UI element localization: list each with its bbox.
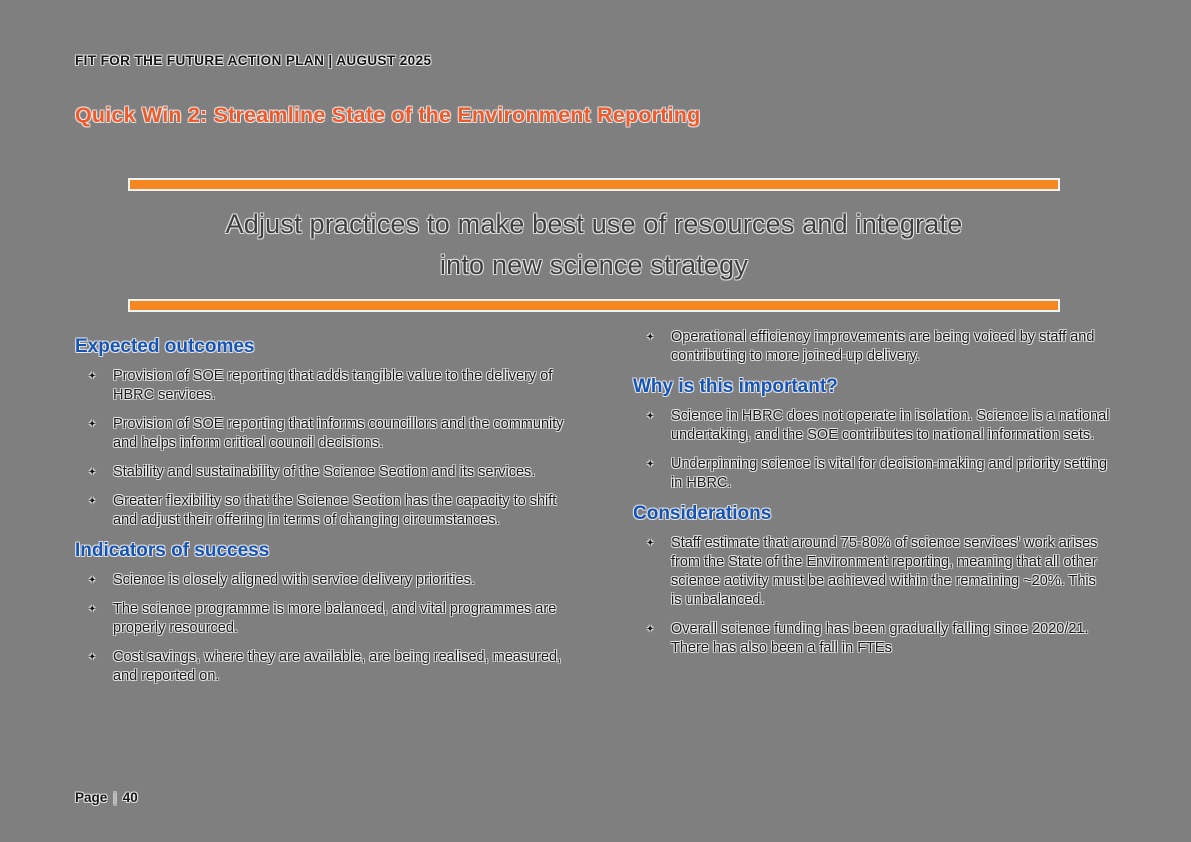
section-heading-indicators-of-success: Indicators of success: [75, 540, 270, 561]
callout-text: [130, 204, 1058, 286]
footer-page-label: Page: [75, 790, 108, 805]
list-item: [75, 367, 575, 405]
bullet-icon: ✦: [646, 624, 655, 635]
callout-line-1: Adjust practices to make best use of resources and integrate: [225, 209, 963, 239]
bullet-text: Provision of SOE reporting that informs councillors and the community and helps inform critical council decisions.: [113, 416, 564, 451]
bullet-text: Provision of SOE reporting that adds tangible value to the delivery of HBRC services.: [113, 368, 553, 403]
page-footer: [75, 790, 138, 805]
footer-separator: |: [113, 790, 117, 805]
top-orange-rule: [130, 180, 1058, 189]
bottom-orange-rule: [130, 301, 1058, 310]
list-item: [633, 534, 1110, 610]
bullet-icon: ✦: [646, 411, 655, 422]
footer-page-number: 40: [122, 790, 138, 805]
section-heading-considerations: Considerations: [633, 503, 772, 524]
list-item: [75, 463, 575, 482]
list-item: [75, 415, 575, 453]
bullet-icon: ✦: [646, 459, 655, 470]
bullet-text: Operational efficiency improvements are being voiced by staff and contributing to more joined-up delivery.: [671, 329, 1095, 364]
bullet-text: Overall science funding has been gradually falling since 2020/21. There has also been a fall in FTEs: [671, 621, 1089, 656]
callout-banner: [130, 180, 1058, 310]
list-item: [75, 492, 575, 530]
bullet-icon: ✦: [88, 419, 97, 430]
document-header: FIT FOR THE FUTURE ACTION PLAN | AUGUST 2025: [75, 53, 432, 68]
right-column: [633, 320, 1110, 668]
list-item: [633, 328, 1110, 366]
bullet-icon: ✦: [88, 467, 97, 478]
list-item: [75, 571, 575, 590]
bullet-icon: ✦: [88, 496, 97, 507]
bullet-text: Science in HBRC does not operate in isolation. Science is a national undertaking, and the SOE contributes to national information sets.: [671, 408, 1110, 443]
page-title: Quick Win 2: Streamline State of the Environment Reporting: [75, 103, 701, 127]
bullet-text: Cost savings, where they are available, are being realised, measured, and reported on.: [113, 649, 562, 684]
section-heading-why-is-this-important: Why is this important?: [633, 376, 838, 397]
bullet-icon: ✦: [646, 538, 655, 549]
left-column: [75, 320, 575, 696]
bullet-text: Staff estimate that around 75-80% of science services' work arises from the State of the Environment reporting, meaning that all other science activity must be achieved within the remaining ~20%. This is unbalanced.: [671, 535, 1098, 608]
bullet-icon: ✦: [646, 332, 655, 343]
bullet-icon: ✦: [88, 371, 97, 382]
list-item: [633, 620, 1110, 658]
bullet-text: Stability and sustainability of the Science Section and its services.: [113, 464, 536, 480]
list-item: [75, 648, 575, 686]
bullet-text: Underpinning science is vital for decision-making and priority setting in HBRC.: [671, 456, 1108, 491]
list-item: [633, 407, 1110, 445]
bullet-text: Greater flexibility so that the Science Section has the capacity to shift and adjust their offering in terms of changing circumstances.: [113, 493, 557, 528]
section-heading-expected-outcomes: Expected outcomes: [75, 336, 255, 357]
bullet-icon: ✦: [88, 575, 97, 586]
bullet-icon: ✦: [88, 652, 97, 663]
bullet-text: The science programme is more balanced, and vital programmes are properly resourced.: [113, 601, 557, 636]
bullet-text: Science is closely aligned with service delivery priorities.: [113, 572, 475, 588]
list-item: [75, 600, 575, 638]
callout-line-2: into new science strategy: [439, 250, 749, 280]
bullet-icon: ✦: [88, 604, 97, 615]
list-item: [633, 455, 1110, 493]
content-columns: [75, 320, 1110, 696]
